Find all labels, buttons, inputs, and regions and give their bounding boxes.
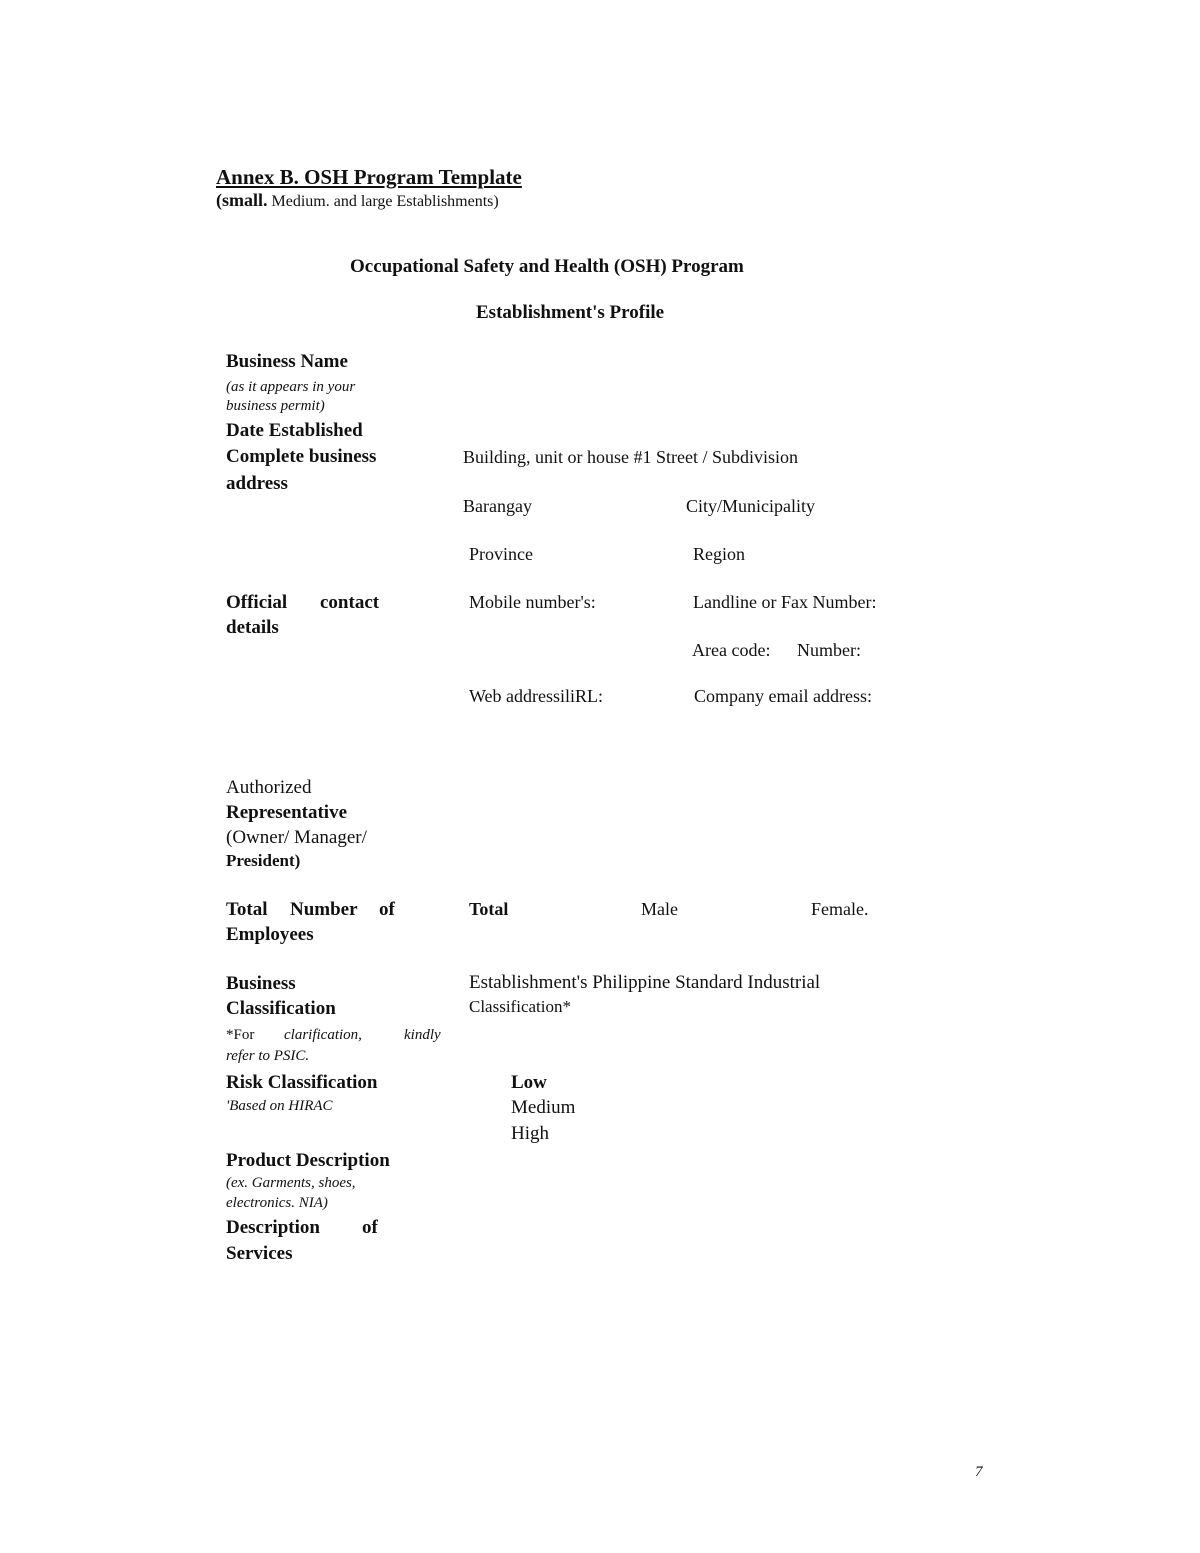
- product-description-label: Product Description: [226, 1150, 390, 1171]
- services-label-2: of: [362, 1217, 378, 1238]
- contact-label-3: details: [226, 617, 279, 638]
- document-title: Occupational Safety and Health (OSH) Program: [350, 256, 744, 277]
- employees-label-1: Total: [226, 899, 268, 920]
- business-name-label: Business Name: [226, 351, 348, 372]
- contact-label-2: contact: [320, 592, 380, 613]
- psic-hint-kindly: kindly: [404, 1027, 441, 1043]
- mobile-field: Mobile number's:: [469, 592, 596, 612]
- city-field: City/Municipality: [686, 496, 815, 516]
- address-label-1: Complete business: [226, 446, 377, 467]
- annex-subtitle: [216, 190, 499, 211]
- psic-hint-2: refer to PSIC.: [226, 1048, 310, 1064]
- psic-hint-clarification: clarification,: [284, 1027, 362, 1043]
- representative-line-4: President): [226, 851, 301, 870]
- employees-label-3: of: [379, 899, 395, 920]
- risk-option-medium: Medium: [511, 1097, 576, 1118]
- area-code-field: Area code:: [692, 640, 771, 660]
- representative-line-2: Representative: [226, 802, 348, 823]
- web-address-field: Web addressiliRL:: [469, 686, 604, 706]
- section-title: Establishment's Profile: [476, 302, 665, 323]
- email-field: Company email address:: [694, 686, 872, 706]
- business-classification-label-1: Business: [226, 973, 296, 994]
- annex-subtitle-rest: Medium. and large Establishments): [271, 193, 499, 210]
- employees-female-field: Female.: [811, 899, 869, 919]
- risk-classification-hint: 'Based on HIRAC: [226, 1098, 333, 1114]
- annex-title: Annex B. OSH Program Template: [216, 165, 522, 189]
- risk-option-high: High: [511, 1123, 549, 1144]
- business-name-hint-2: business permit): [226, 398, 325, 414]
- employees-label-4: Employees: [226, 924, 314, 945]
- number-field: Number:: [797, 640, 861, 660]
- product-description-hint-1: (ex. Garments, shoes,: [226, 1175, 356, 1191]
- street-field: Building, unit or house #1 Street / Subdivision: [463, 447, 799, 467]
- date-established-label: Date Established: [226, 420, 363, 441]
- risk-option-low: Low: [511, 1072, 547, 1093]
- representative-line-3: (Owner/ Manager/: [226, 827, 367, 848]
- representative-line-1: Authorized: [226, 777, 312, 798]
- landline-field: Landline or Fax Number:: [693, 592, 877, 612]
- region-field: Region: [693, 544, 745, 564]
- employees-total-field: Total: [469, 899, 509, 919]
- annex-subtitle-bold: (small.: [216, 190, 268, 210]
- page-number: 7: [975, 1464, 983, 1480]
- psic-field-2: Classification*: [469, 997, 571, 1016]
- psic-hint-for: *For: [226, 1027, 255, 1043]
- psic-field-1: Establishment's Philippine Standard Industrial: [469, 972, 821, 993]
- employees-male-field: Male: [641, 899, 678, 919]
- risk-classification-label: Risk Classification: [226, 1072, 378, 1093]
- services-label-3: Services: [226, 1243, 293, 1264]
- address-label-2: address: [226, 473, 288, 494]
- province-field: Province: [469, 544, 533, 564]
- business-name-hint-1: (as it appears in your: [226, 379, 356, 395]
- services-label-1: Description: [226, 1217, 320, 1238]
- contact-label-1: Official: [226, 592, 288, 613]
- product-description-hint-2: electronics. NIA): [226, 1195, 328, 1211]
- business-classification-label-2: Classification: [226, 998, 336, 1019]
- barangay-field: Barangay: [463, 496, 532, 516]
- employees-label-2: Number: [290, 899, 358, 920]
